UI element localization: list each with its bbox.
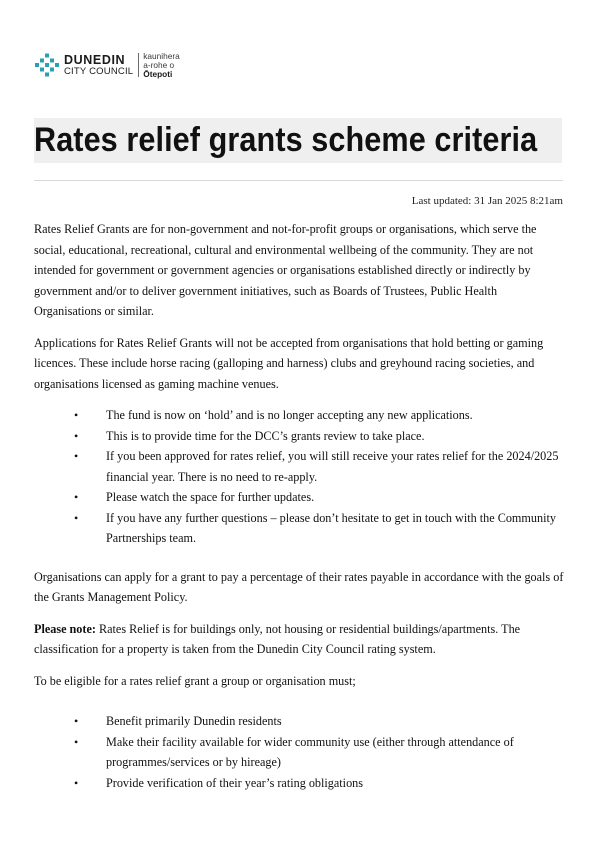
list-item-text: Please watch the space for further updates. (106, 490, 315, 504)
list-item (34, 773, 564, 794)
list-item-text: Make their facility available for wider community use (either through attendance of programmes/services or by hireage) (106, 734, 514, 769)
grant-purpose-paragraph: Organisations can apply for a grant to pay a percentage of their rates payable in accordance with the goals of the Grants Management Policy. (34, 569, 564, 604)
logo-divider (138, 53, 139, 77)
list-item-text: If you been approved for rates relief, you will still receive your rates relief for the 2024/2025 financial year. There is no need to re-apply. (106, 449, 559, 484)
note-text: Rates Relief is for buildings only, not housing or residential buildings/apartments. The classification for a property is taken from the Dunedin City Council rating system. (34, 621, 521, 656)
logo-name: DUNEDIN (64, 52, 126, 67)
bullet-icon: • (74, 510, 79, 525)
exclusion-paragraph: Applications for Rates Relief Grants will not be accepted from organisations that hold betting or gaming licences. These include horse racing (galloping and harness) clubs and greyhound racing societies, and organisations licensed as gaming machine venues. (34, 335, 544, 391)
bullet-icon: • (74, 449, 79, 463)
list-item-text: This is to provide time for the DCC’s grants review to take place. (106, 428, 425, 443)
list-item-text: Benefit primarily Dunedin residents (106, 714, 282, 728)
spacer (34, 549, 564, 567)
bullet-icon: • (74, 408, 79, 422)
note-paragraph (34, 619, 564, 660)
list-item (34, 487, 564, 508)
title-divider (34, 180, 563, 181)
logo-maori-text (143, 52, 179, 79)
bullet-icon: • (74, 775, 79, 790)
dunedin-logo-icon[interactable] (35, 53, 59, 77)
site-header (35, 50, 180, 80)
eligibility-list (34, 711, 564, 793)
logo-subtitle: CITY COUNCIL (64, 66, 134, 77)
bullet-icon: • (74, 714, 79, 728)
list-item (34, 508, 564, 549)
list-item (34, 732, 564, 773)
page-title-banner (34, 118, 562, 163)
maori-line-1: kaunihera (143, 50, 180, 61)
notice-list (34, 405, 564, 549)
list-item-text: Provide verification of their year’s rating obligations (106, 775, 363, 790)
maori-line-3: Ōtepoti (143, 68, 173, 79)
list-item-text: The fund is now on ‘hold’ and is no longer accepting any new applications. (106, 408, 473, 422)
list-item (34, 711, 564, 732)
intro-paragraph: Rates Relief Grants are for non-government and not-for-profit groups or organisations, which serve the social, educational, recreational, cultural and environmental wellbeing of the community. They are not intended for government or government agencies or organisations established directly or indirectly by government and/or to deliver government initiatives, such as Boards of Trustees, Public Health Organisations or similar. (34, 222, 537, 318)
logo-wordmark (64, 54, 133, 77)
spacer (34, 702, 564, 711)
bullet-icon: • (74, 428, 79, 443)
list-item (34, 446, 564, 487)
list-item (34, 426, 564, 447)
eligibility-intro: To be eligible for a rates relief grant a group or organisation must; (34, 673, 356, 688)
list-item (34, 405, 564, 426)
list-item-text: If you have any further questions – please don’t hesitate to get in touch with the Community Partnerships team. (106, 510, 556, 545)
bullet-icon: • (74, 734, 79, 749)
last-updated: Last updated: 31 Jan 2025 8:21am (411, 195, 563, 207)
page-title: Rates relief grants scheme criteria (34, 121, 538, 159)
maori-line-2: a-rohe o (143, 59, 175, 70)
main-content (34, 219, 564, 793)
note-label: Please note: (34, 621, 96, 636)
bullet-icon: • (74, 490, 79, 504)
